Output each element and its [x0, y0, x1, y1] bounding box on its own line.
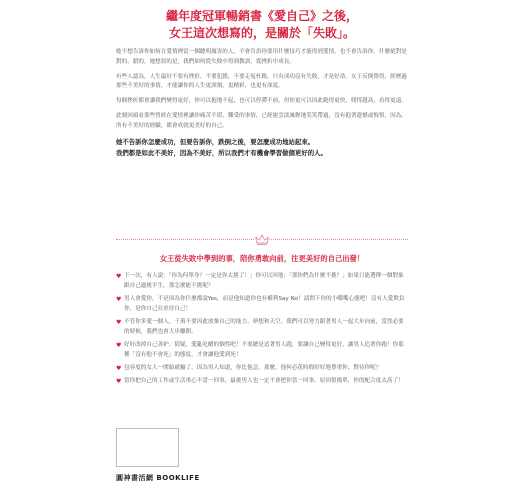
description-body: [116, 48, 408, 132]
heart-icon: ♥: [116, 295, 122, 303]
list-item-text: 男人會愛你，不是因為你什麼都說Yes，而是他知道你也有權利Say No！請問下你的小嘴嘴心態吧！沒有人愛欺負你，是你自己在虐待自己！: [124, 295, 405, 312]
section-divider: [116, 231, 408, 245]
list-item-text: 下一次，有人說：「你為何單身？一定是你太挑了！」你可以回他：「那你們為什麼不挑？」如果只能選擇一個對象跟自己過後半生，那怎麼能不挑呢？: [124, 273, 404, 289]
publisher-logo: 圓神書活網 BOOKLIFE: [116, 474, 200, 482]
conclusion: [116, 137, 408, 159]
paragraph: 此刻回頭看那些曾經在愛情裡讓你痛苦不堪、難受的事情，已經能雲淡風輕地笑笑帶過，沒有抱著遺憾或悔恨，因為，所有不美好的經驗，都會成就更美好的自己。: [116, 113, 407, 130]
paragraph: 每個挫折都會讓我們變得更好，你可以抱地不起，也可以停滯不前，但你更可以因此跑得更快、爬得越高，看得更遠。: [116, 98, 407, 105]
heart-icon: ♥: [116, 318, 122, 326]
heart-icon: ♥: [116, 273, 122, 280]
list-item: [116, 295, 408, 315]
list-item: [116, 272, 408, 292]
crown-icon: [255, 231, 269, 243]
list-item-text: 包容度的女人一開始就輸了，因為男人知道，你比他急。那麼，他何必花時間好好地尊重你、對待你呢？: [124, 364, 382, 371]
list-item: [116, 318, 408, 338]
paragraph: 她不想告訴你如何在愛情裡當一個聰明厲害的人，不會告訴你要用什麼技巧才能得到愛情，也不會告訴你，什麼絕對是對的、錯的。她想寫的是，我們如何從失敗中得到教訓，從挫折中成長。: [116, 49, 407, 65]
headline: [116, 0, 408, 42]
headline-line-2: 女王這次想寫的，是關於「失敗」。: [168, 26, 355, 40]
heart-icon: ♥: [116, 378, 122, 386]
heart-icon: ♥: [116, 364, 122, 372]
bullet-list: [116, 272, 408, 390]
list-item: [116, 377, 408, 387]
list-item-text: 不管你多愛一個人，千萬不要因此放棄自己的能力、夢想和天空。我們可以努力跟著男人一起大步向前，當然必要的時候，我們也會大步離開。: [124, 318, 404, 335]
list-item-text: 好好改掉自己善妒、猜疑、愛亂吃醋的個性吧！不要總是追著男人跑，要讓自己變得更好，讓男人追著你跑！你那種「沒有他不會死」的態度，才會讓他愛到死！: [124, 341, 404, 358]
book-cover-placeholder: [116, 428, 179, 467]
paragraph: 有些人認為，人生最好不要有挫折，不要犯錯，不要走冤枉路，只有成功沒有失敗，才是好命。女王反倒覺得，經歷過那些不美好的事情，才能讓你的人生更深刻、更精彩，也更有深度。: [116, 73, 407, 90]
heart-icon: ♥: [116, 341, 122, 349]
section-subhead: 女王從失敗中學到的事，陪你勇敢向前，往更美好的自己出發！: [159, 254, 365, 263]
conclusion-line-2: 我們都是如此不美好，因為不美好，所以我們才有機會學習做個更好的人。: [116, 149, 327, 158]
list-item: [116, 364, 408, 374]
conclusion-line-1: 她不告訴你怎麼成功，但要告訴你，跌倒之後，要怎麼成功地站起來。: [116, 138, 315, 147]
list-item: [116, 341, 408, 361]
headline-line-1: 繼年度冠軍暢銷書《愛自己》之後，: [165, 9, 358, 23]
list-item-text: 當你把自己的工作或生活重心不當一回事，最後男人也一定不會把你當一回事。原因很簡單，你的配合度太高了！: [124, 378, 404, 385]
book-description: [116, 0, 408, 159]
